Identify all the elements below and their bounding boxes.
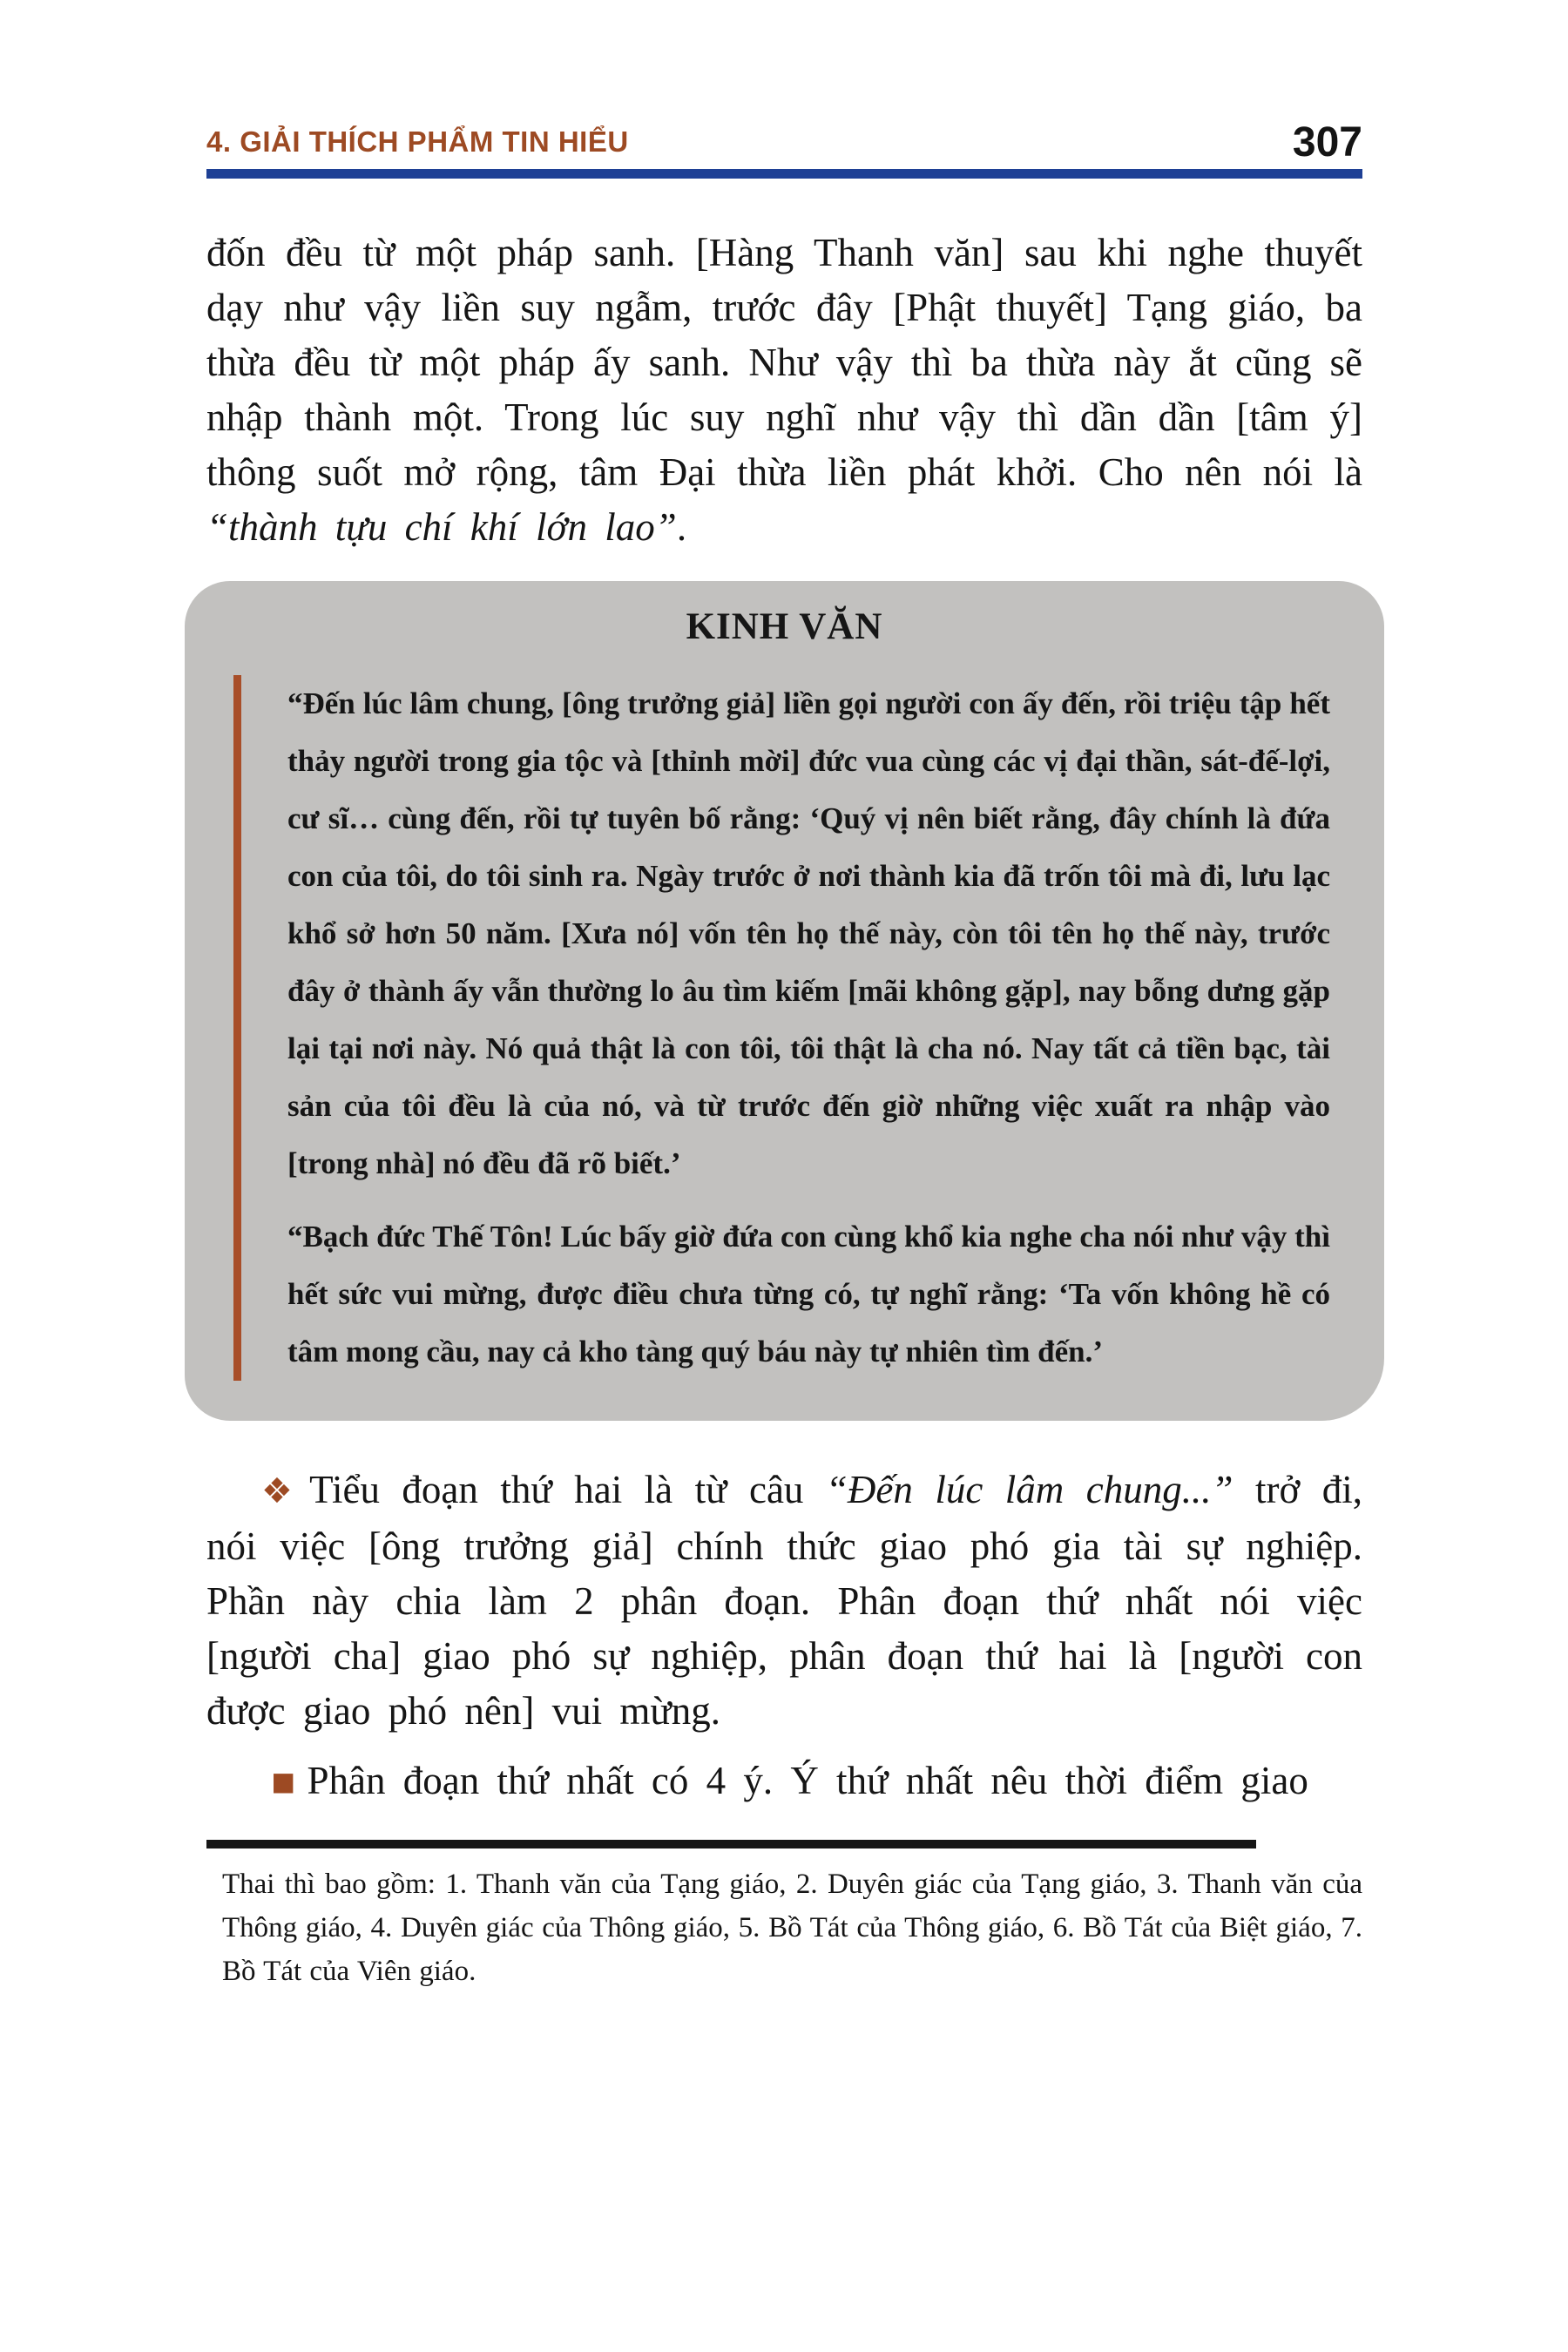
commentary-subparagraph — [206, 1753, 1362, 1808]
quote-text-column — [241, 675, 1330, 1381]
running-header-title: 4. GIẢI THÍCH PHẨM TIN HIỂU — [206, 125, 629, 158]
quote-paragraph-2: “Bạch đức Thế Tôn! Lúc bấy giờ đứa con cùng khổ kia nghe cha nói như vậy thì hết sức vui mừng, được điều chưa từng có, tự nghĩ rằng: ‘Ta vốn không hề có tâm mong cầu, nay cả kho tàng quý báu này tự nhiên tìm đến.’ — [287, 1220, 1330, 1369]
body-paragraph: đốn đều từ một pháp sanh. [Hàng Thanh văn] sau khi nghe thuyết dạy như vậy liền suy ngẫm, trước đây [Phật thuyết] Tạng giáo, ba thừa đều từ một pháp ấy sanh. Như vậy thì ba thừa này ắt cũng sẽ nhập thành một. Trong lúc suy nghĩ như vậy thì dần dần [tâm ý] thông suốt mở rộng, tâm Đại thừa liền phát khởi. Cho nên nói là “thành tựu chí khí lớn lao”. — [206, 231, 1362, 549]
scripture-quote-block — [185, 675, 1384, 1381]
diamond-bullet-icon: ❖ — [261, 1471, 298, 1511]
quote-accent-bar-icon — [233, 675, 241, 1381]
page-number: 307 — [1292, 119, 1362, 166]
commentary-paragraph — [206, 1463, 1362, 1739]
footnote-separator — [206, 1840, 1256, 1848]
kinh-van-title: KINH VĂN — [686, 606, 883, 647]
quote-paragraph-1: “Đến lúc lâm chung, [ông trưởng giả] liền gọi người con ấy đến, rồi triệu tập hết thảy người trong gia tộc và [thỉnh mời] đức vua cùng các vị đại thần, sát-đế-lợi, cư sĩ… cùng đến, rồi tự tuyên bố rằng: ‘Quý vị nên biết rằng, đây chính là đứa con của tôi, do tôi sinh ra. Ngày trước ở nơi thành kia đã trốn tôi mà đi, lưu lạc khổ sở hơn 50 năm. [Xưa nó] vốn tên họ thế này, còn tôi tên họ thế này, trước đây ở thành ấy vẫn thường lo âu tìm kiếm [mãi không gặp], nay bỗng dưng gặp lại tại nơi này. Nó quả thật là con tôi, tôi thật là cha nó. Nay tất cả tiền bạc, tài sản của tôi đều là của nó, và từ trước đến giờ những việc xuất ra nhập vào [trong nhà] nó đều đã rõ biết.’ — [287, 686, 1330, 1180]
header-rule — [206, 169, 1362, 179]
page-header — [206, 119, 1362, 166]
commentary-paragraph-text: Tiểu đoạn thứ hai là từ câu “Đến lúc lâm chung...” trở đi, nói việc [ông trưởng giả] chính thức giao phó gia tài sự nghiệp. Phần này chia làm 2 phân đoạn. Phân đoạn thứ nhất nói việc [người cha] giao phó sự nghiệp, phân đoạn thứ hai là [người con được giao phó nên] vui mừng. — [206, 1468, 1362, 1733]
square-bullet-icon: ▪ — [270, 1757, 297, 1803]
footnote-text: Thai thì bao gồm: 1. Thanh văn của Tạng giáo, 2. Duyên giác của Tạng giáo, 3. Thanh văn của Thông giáo, 4. Duyên giác của Thông giáo, 5. Bồ Tát của Thông giáo, 6. Bồ Tát của Biệt giáo, 7. Bồ Tát của Viên giáo. — [222, 1869, 1362, 1987]
kinh-van-box — [185, 581, 1384, 1421]
commentary-subparagraph-text: Phân đoạn thứ nhất có 4 ý. Ý thứ nhất nêu thời điểm giao — [307, 1759, 1308, 1802]
